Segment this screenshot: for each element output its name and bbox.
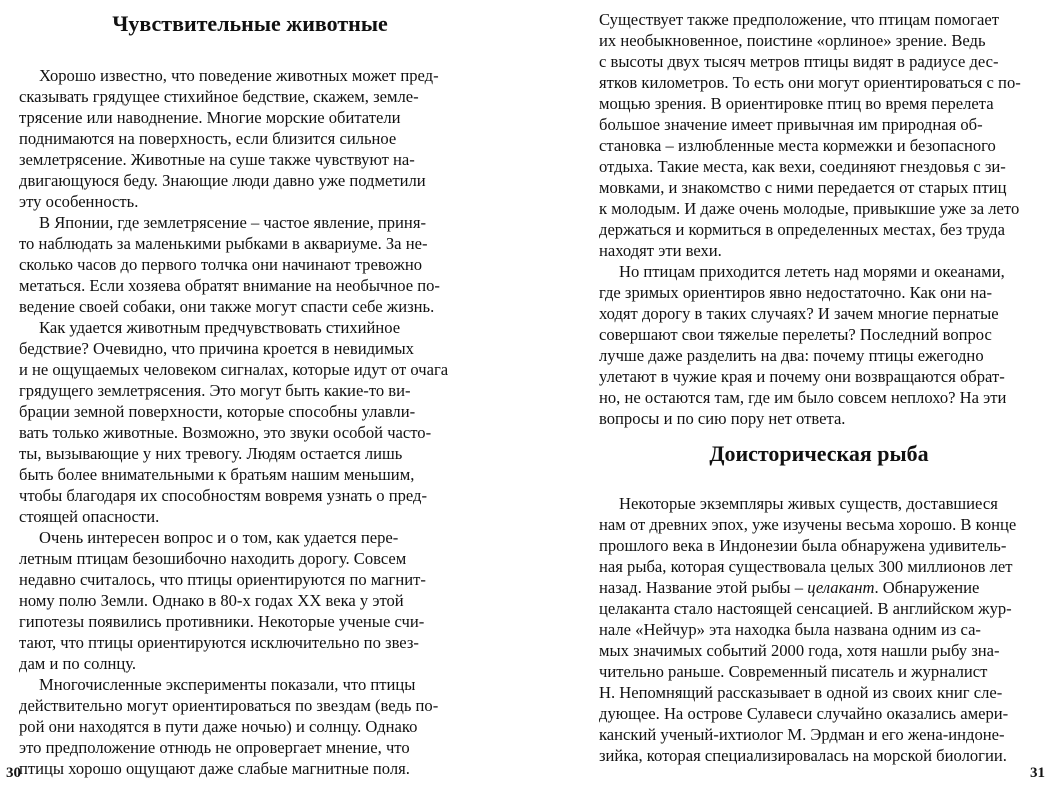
text-line: быть более внимательными к братьям нашим меньшим, — [19, 465, 415, 484]
text-line: вопросы и по сию пору нет ответа. — [599, 409, 846, 428]
text-line: ная рыба, которая существовала целых 300 миллионов лет — [599, 557, 1013, 576]
text-line: сказывать грядущее стихийное бедствие, скажем, земле- — [19, 87, 419, 106]
text-line: дам и по солнцу. — [19, 654, 137, 673]
text-line: В Японии, где землетрясение – частое явление, приня- — [39, 213, 426, 232]
text-line: целаканта стало настоящей сенсацией. В английском жур- — [599, 599, 1012, 618]
text-line: Хорошо известно, что поведение животных может пред- — [39, 66, 439, 85]
text-line: стоящей опасности. — [19, 507, 160, 526]
text-line: прошлого века в Индонезии была обнаружена удивитель- — [599, 536, 1007, 555]
text-line: эту особенность. — [19, 192, 139, 211]
text-line: поднимаются на поверхность, если близится сильное — [19, 129, 397, 148]
text-line: их необыкновенное, поистине «орлиное» зрение. Ведь — [599, 31, 986, 50]
text-line: сколько часов до первого толчка они начинают тревожно — [19, 255, 423, 274]
text-line: рой они находятся в пути даже ночью) и солнцу. Однако — [19, 717, 418, 736]
page-number-left: 30 — [6, 765, 21, 781]
text-line: брации земной поверхности, которые способны улавли- — [19, 402, 416, 421]
text-line: недавно считалось, что птицы ориентируются по магнит- — [19, 570, 426, 589]
text-line: Н. Непомнящий рассказывает в одной из своих книг сле- — [599, 683, 1003, 702]
text-line: ному полю Земли. Однако в 80-х годах XX века у этой — [19, 591, 404, 610]
text-line: лучше даже разделить на два: почему птицы ежегодно — [599, 346, 984, 365]
text-line: канский ученый-ихтиолог М. Эрдман и его жена-индоне- — [599, 725, 1005, 744]
page-number-right: 31 — [1030, 765, 1045, 781]
text-line: грядущего землетрясения. Это могут быть какие-то ви- — [19, 381, 411, 400]
text-segment: назад. Название этой рыбы – — [599, 578, 804, 597]
text-line: чительно раньше. Современный писатель и журналист — [599, 662, 988, 681]
text-line: вать только животные. Возможно, это звуки особой часто- — [19, 423, 432, 442]
text-line: держаться и кормиться в определенных местах, без труда — [599, 220, 1005, 239]
text-line: то наблюдать за маленькими рыбками в аквариуме. За не- — [19, 234, 428, 253]
text-line: Очень интересен вопрос и о том, как удается пере- — [39, 528, 399, 547]
text-line: улетают в чужие края и почему они возвращаются обрат- — [599, 367, 1005, 386]
text-line: ты, вызывающие у них тревогу. Людям остается лишь — [19, 444, 403, 463]
text-line: гипотезы появились противники. Некоторые ученые счи- — [19, 612, 425, 631]
text-line: но, не остаются там, где им было совсем неплохо? На эти — [599, 388, 1007, 407]
text-segment: . Обнаружение — [874, 578, 980, 597]
text-line: нале «Нейчур» эта находка была названа одним из са- — [599, 620, 981, 639]
text-line: землетрясение. Животные на суше также чувствуют на- — [19, 150, 415, 169]
text-line: отдыха. Такие места, как вехи, соединяют гнездовья с зи- — [599, 157, 1006, 176]
text-line: зийка, которая специализировалась на морской биологии. — [599, 746, 1007, 765]
text-line: к молодым. И даже очень молодые, привыкшие уже за лето — [599, 199, 1020, 218]
text-line: бедствие? Очевидно, что причина кроется в невидимых — [19, 339, 414, 358]
text-line: мовками, и знакомство с ними передается от старых птиц — [599, 178, 1007, 197]
text-line: Как удается животным предчувствовать стихийное — [39, 318, 401, 337]
text-line: трясение или наводнение. Многие морские обитатели — [19, 108, 401, 127]
text-line: становка – излюбленные места кормежки и безопасного — [599, 136, 996, 155]
italic-term: целакант — [807, 578, 875, 597]
right-page-title: Доисторическая рыба — [709, 441, 929, 466]
text-line: Но птицам приходится лететь над морями и океанами, — [619, 262, 1005, 281]
text-line: большое значение имеет привычная им природная об- — [599, 115, 983, 134]
text-line: тают, что птицы ориентируются исключительно по звез- — [19, 633, 419, 652]
text-line: чтобы благодаря их способностям вовремя узнать о пред- — [19, 486, 428, 505]
text-line: где зримых ориентиров явно недостаточно. Как они на- — [599, 283, 993, 302]
text-line: с высоты двух тысяч метров птицы видят в радиусе дес- — [599, 52, 999, 71]
text-line: нам от древних эпох, уже изучены весьма хорошо. В конце — [599, 515, 1017, 534]
text-line: Существует также предположение, что птицам помогает — [599, 10, 999, 29]
text-line: и не ощущаемых человеком сигналах, которые идут от очага — [19, 360, 449, 379]
text-line: находят эти вехи. — [599, 241, 722, 260]
text-line: ходят дорогу в таких случаях? И зачем многие пернатые — [599, 304, 999, 323]
text-line: летным птицам безошибочно находить дорогу. Совсем — [19, 549, 407, 568]
text-line: мых значимых событий 2000 года, хотя нашли рыбу зна- — [599, 641, 1000, 660]
text-line: ведение своей собаки, они также могут спасти себе жизнь. — [19, 297, 435, 316]
text-line: мощью зрения. В ориентировке птиц во время перелета — [599, 94, 994, 113]
text-line: совершают свои тяжелые перелеты? Последний вопрос — [599, 325, 992, 344]
text-line: двигающуюся беду. Знающие люди давно уже подметили — [19, 171, 426, 190]
text-line-with-term — [599, 578, 1039, 598]
text-line: ятков километров. То есть они могут ориентироваться с по- — [599, 73, 1021, 92]
text-line: действительно могут ориентироваться по звездам (ведь по- — [19, 696, 439, 715]
right-page — [530, 0, 1060, 796]
text-line: Некоторые экземпляры живых существ, доставшиеся — [619, 494, 998, 513]
text-line: дующее. На острове Сулавеси случайно оказались амери- — [599, 704, 1009, 723]
left-page-title: Чувствительные животные — [112, 11, 388, 36]
text-line: это предположение отнюдь не опровергает мнение, что — [19, 738, 410, 757]
text-line: птицы хорошо ощущают даже слабые магнитные поля. — [19, 759, 410, 778]
text-line: Многочисленные эксперименты показали, что птицы — [39, 675, 416, 694]
text-line: метаться. Если хозяева обратят внимание на необычное по- — [19, 276, 440, 295]
